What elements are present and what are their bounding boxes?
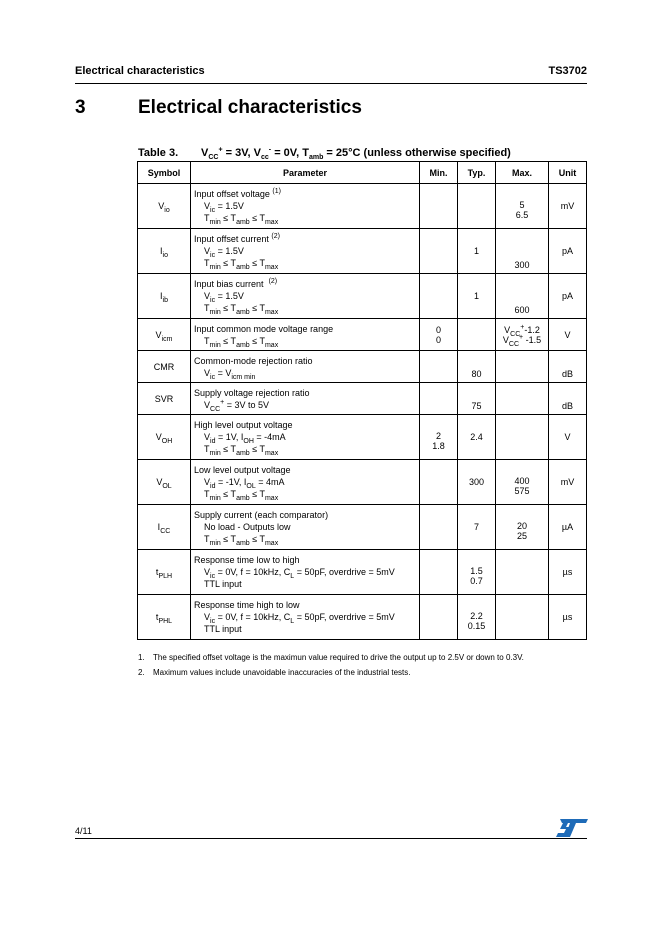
footnote-ref: (2) [268,278,278,285]
col-header-min: Min. [420,162,458,184]
footnote-text: Maximum values include unavoidable inaccuracies of the industrial tests. [153,668,411,677]
parameter-cell: Input offset voltage $^{(1)}$ $V_{ic} = 1.5V$ $T_{min} \le T_{amb} \le T_{max}$ [191,184,420,229]
parameter-cell: Response time high to low $V_{ic} = 0V$, f = 10kHz, $C_L = 50pF$, overdrive = 5mV TTL input [191,595,420,640]
parameter-condition: No load - Outputs low [204,522,291,532]
unit-cell: V [549,319,587,351]
max-cell [496,351,549,383]
electrical-characteristics-table [137,161,587,640]
unit-cell: µs [549,550,587,595]
max-cell [496,595,549,640]
min-cell [420,415,458,460]
symbol-cell: $I_{ib}$ [138,274,191,319]
col-header-unit: Unit [549,162,587,184]
table-row [138,229,587,274]
min-value: 2 [435,431,441,441]
max-cell: 600 [496,274,549,319]
typ-value: 2.2 [470,611,483,621]
min-cell [420,319,458,351]
unit-cell: pA [549,229,587,274]
unit-cell: µs [549,595,587,640]
col-header-symbol: Symbol [138,162,191,184]
table-row [138,274,587,319]
unit-cell: pA [549,274,587,319]
parameter-title: Response time high to low [194,600,300,610]
max-value: 400 [514,476,530,486]
symbol-cell: $t_{PHL}$ [138,595,191,640]
min-cell [420,595,458,640]
unit-cell: dB [549,383,587,415]
max-cell [496,550,549,595]
parameter-title: Common-mode rejection ratio [194,355,313,366]
col-header-typ: Typ. [458,162,496,184]
footnote-ref: (2) [271,233,280,240]
max-value: 20 [516,521,527,531]
table-row [138,595,587,640]
symbol-cell: $V_{OL}$ [138,460,191,505]
parameter-cell: Response time low to high $V_{ic} = 0V$, f = 10kHz, $C_L = 50pF$, overdrive = 5mV TTL input [191,550,420,595]
col-header-parameter: Parameter [191,162,420,184]
typ-cell: 300 [458,460,496,505]
parameter-cell: Input offset current $^{(2)}$ $V_{ic} = 1.5V$ $T_{min} \le T_{amb} \le T_{max}$ [191,229,420,274]
symbol-cell: $I_{io}$ [138,229,191,274]
footnote [138,653,588,662]
parameter-title: Input bias current [194,279,264,289]
parameter-title: Response time low to high [194,555,300,565]
typ-cell: 1 [458,274,496,319]
parameter-cell: Low level output voltage $V_{id} = -1V$, $I_{OL} = 4mA$ $T_{min} \le T_{amb} \le T_{max}$ [191,460,420,505]
max-value: 6.5 [515,210,529,220]
footnote-text: The specified offset voltage is the maximun value required to drive the output up to 2.5V or down to 0.3V. [153,653,524,662]
parameter-cell: Input common mode voltage range $T_{min} \le T_{amb} \le T_{max}$ [191,319,420,351]
parameter-title: Low level output voltage [194,465,291,475]
footnote-ref: (1) [272,188,281,195]
footnote [138,668,588,677]
symbol-cell: $V_{io}$ [138,184,191,229]
typ-cell [458,595,496,640]
table-footnotes [138,653,588,683]
table-row [138,383,587,415]
symbol-cell: CMR [138,351,191,383]
min-cell [420,460,458,505]
table-caption: $V_{CC}^+ = 3V$, $V_{cc}^- = 0V$, $T_{amb} = 25^\circ C$ (unless otherwise specified) [201,146,511,162]
symbol-cell: $V_{icm}$ [138,319,191,351]
max-cell [496,415,549,460]
typ-cell: 80 [458,351,496,383]
footer-rule [75,838,587,839]
min-cell [420,274,458,319]
min-cell [420,505,458,550]
typ-cell: 7 [458,505,496,550]
parameter-condition: TTL input [204,579,242,589]
parameter-cell: Supply current (each comparator) No load - Outputs low $T_{min} \le T_{amb} \le T_{max}$ [191,505,420,550]
parameter-title: Supply voltage rejection ratio [194,387,310,398]
typ-cell [458,319,496,351]
section-number: 3 [75,97,86,118]
max-cell [496,460,549,505]
typ-cell: 75 [458,383,496,415]
symbol-cell: $V_{OH}$ [138,415,191,460]
parameter-title: Input common mode voltage range [194,323,334,334]
min-cell [420,550,458,595]
min-cell [420,383,458,415]
footnote-number: 2. [138,668,145,677]
table-row [138,319,587,351]
typ-value: 1.5 [470,566,483,576]
section-title: Electrical characteristics [138,97,362,118]
unit-cell: mV [549,184,587,229]
max-cell: 300 [496,229,549,274]
max-cell [496,383,549,415]
table-row [138,184,587,229]
unit-cell: µA [549,505,587,550]
typ-value: 0.15 [467,621,486,631]
col-header-max: Max. [496,162,549,184]
typ-cell [458,184,496,229]
table-header-row [138,162,587,184]
st-logo-icon [556,819,588,837]
max-cell [496,505,549,550]
parameter-cell: Common-mode rejection ratio $V_{ic} = V_{icm min}$ [191,351,420,383]
unit-cell: V [549,415,587,460]
unit-cell: mV [549,460,587,505]
max-cell: $V_{CC}^+-1.2$ $V_{CC}^+$ -1.5 [496,319,549,351]
typ-cell: 2.4 [458,415,496,460]
symbol-cell: $I_{CC}$ [138,505,191,550]
table-row [138,550,587,595]
typ-cell: 1 [458,229,496,274]
typ-cell [458,550,496,595]
min-cell [420,229,458,274]
table-row [138,505,587,550]
min-value: 1.8 [432,441,445,451]
max-value: 5 [519,200,525,210]
parameter-condition: TTL input [204,624,242,634]
min-value: 0 [435,334,441,345]
parameter-cell: Input bias current $^{(2)}$ $V_{ic} = 1.5V$ $T_{min} \le T_{amb} \le T_{max}$ [191,274,420,319]
min-cell [420,184,458,229]
max-cell [496,184,549,229]
min-cell [420,351,458,383]
header-rule [75,83,587,84]
symbol-cell: SVR [138,383,191,415]
symbol-cell: $t_{PLH}$ [138,550,191,595]
parameter-cell: High level output voltage $V_{id} = 1V$, $I_{OH} = -4mA$ $T_{min} \le T_{amb} \le T_{max}$ [191,415,420,460]
parameter-title: Supply current (each comparator) [194,510,329,520]
page-number: 4/11 [75,826,92,836]
min-value: 0 [435,324,441,335]
max-value: 25 [516,531,527,541]
typ-value: 0.7 [470,576,483,586]
parameter-title: Input offset current [194,234,269,244]
table-row [138,351,587,383]
parameter-title: High level output voltage [194,420,293,430]
parameter-title: Input offset voltage [194,189,270,199]
header-section-title: Electrical characteristics [75,65,205,77]
max-value: 575 [514,486,530,496]
table-row [138,415,587,460]
footnote-number: 1. [138,653,145,662]
unit-cell: dB [549,351,587,383]
header-part-number: TS3702 [548,65,587,77]
parameter-cell: Supply voltage rejection ratio $V_{CC}^+ = 3V$ to 5V [191,383,420,415]
table-label: Table 3. [138,147,179,159]
table-row [138,460,587,505]
